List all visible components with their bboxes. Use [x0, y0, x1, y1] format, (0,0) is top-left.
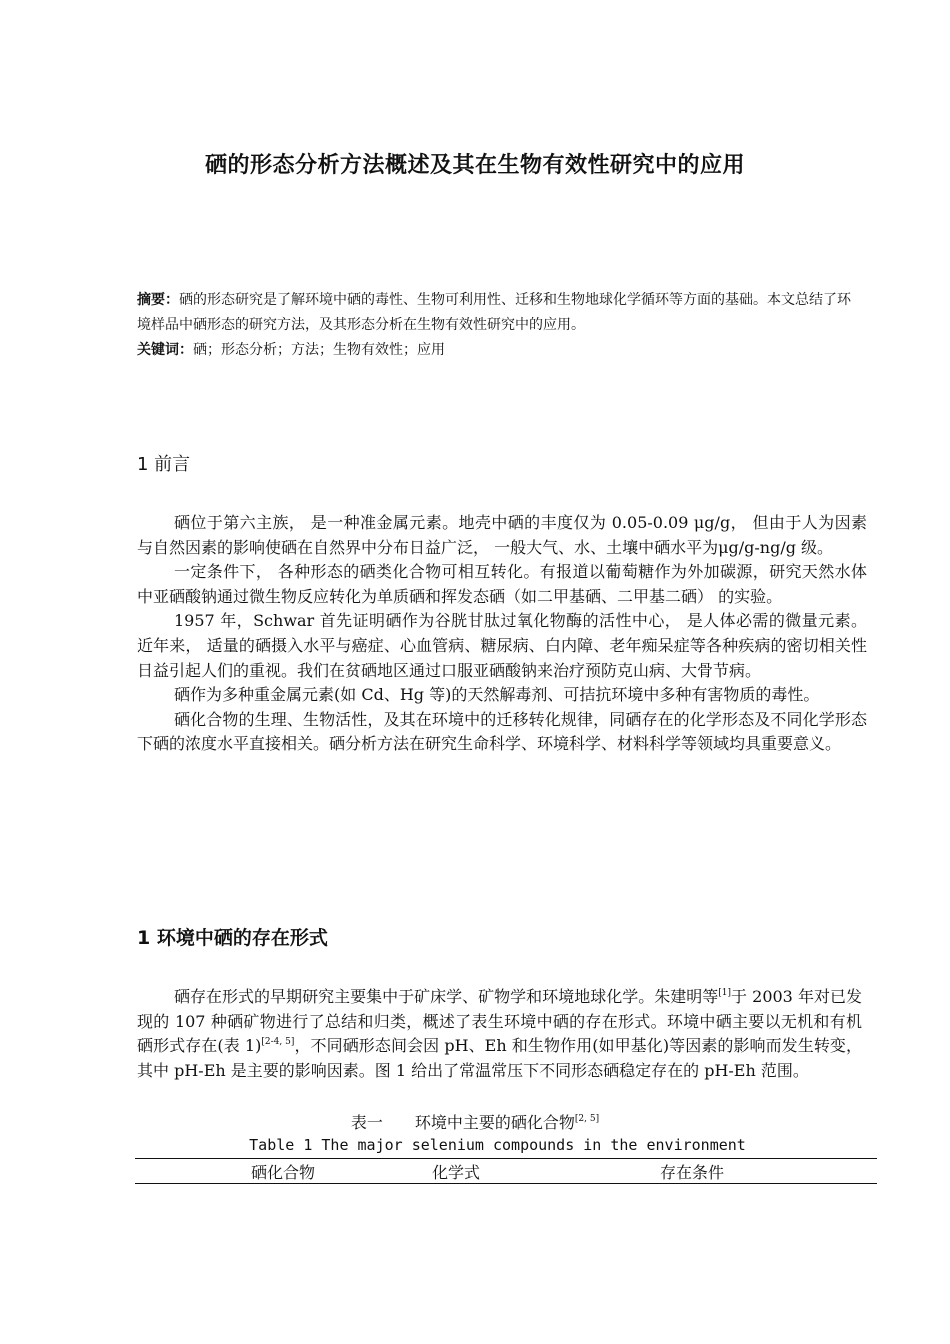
- paragraph-text: 于 2003 年对已发现的 107 种硒矿物进行了总结和归类，概述了表生环境中硒的存在形式。环境中硒主要以无机和有机硒形式存在(表 1): [137, 987, 862, 1056]
- abstract-paragraph: [137, 288, 861, 338]
- table-header-rule: [135, 1183, 877, 1184]
- citation-ref: [2, 5]: [574, 1114, 600, 1124]
- table-caption-text: 表一 环境中主要的硒化合物: [350, 1113, 575, 1132]
- intro-paragraph: 硒作为多种重金属元素(如 Cd、Hg 等)的天然解毒剂、可拮抗环境中多种有害物质的毒性。: [174, 685, 820, 705]
- intro-paragraph: 硒位于第六主族， 是一种准金属元素。地壳中硒的丰度仅为 0.05-0.09 μg/g， 但由于人为因素与自然因素的影响使硒在自然界中分布日益广泛， 一般大气、水、土壤中硒水平为μg/g-ng/g 级。: [137, 513, 867, 557]
- intro-paragraph: 一定条件下， 各种形态的硒类化合物可相互转化。有报道以葡萄糖作为外加碳源，研究天然水体中亚硒酸钠通过微生物反应转化为单质硒和挥发态硒（如二甲基硒、二甲基二硒） 的实验。: [137, 562, 867, 606]
- selenium-forms-body: [137, 985, 862, 1083]
- table-caption-cn: [0, 1110, 950, 1133]
- citation-ref: [2-4, 5]: [261, 1037, 295, 1048]
- section-heading-selenium-forms: 1 环境中硒的存在形式: [137, 927, 328, 949]
- table-top-rule: [135, 1158, 877, 1159]
- keywords-line: [137, 338, 861, 363]
- abstract-block: [137, 288, 861, 363]
- paragraph-text: ，不同硒形态间会因 pH、Eh 和生物作用(如甲基化)等因素的影响而发生转变，其中 pH-Eh 是主要的影响因素。图 1 给出了常温常压下不同形态硒稳定存在的 pH-Eh 范围。: [137, 1036, 862, 1080]
- intro-paragraph: 硒化合物的生理、生物活性，及其在环境中的迁移转化规律，同硒存在的化学形态及不同化学形态下硒的浓度水平直接相关。硒分析方法在研究生命科学、环境科学、材料科学等领域均具重要意义。: [137, 709, 867, 754]
- table-header-cell: 硒化合物: [251, 1163, 316, 1182]
- table-caption-en: Table 1 The major selenium compounds in the environment: [249, 1136, 746, 1154]
- intro-body: [137, 511, 867, 757]
- paragraph-text: 硒存在形式的早期研究主要集中于矿床学、矿物学和环境地球化学。朱建明等: [174, 987, 719, 1006]
- selenium-forms-paragraph: [137, 985, 862, 1083]
- keywords-label: 关键词：: [137, 342, 193, 358]
- abstract-label: 摘要：: [137, 292, 179, 308]
- table-header-cell: 化学式: [432, 1163, 481, 1182]
- abstract-text: 硒的形态研究是了解环境中硒的毒性、生物可利用性、迁移和生物地球化学循环等方面的基础。本文总结了环境样品中硒形态的研究方法，及其形态分析在生物有效性研究中的应用。: [137, 292, 851, 333]
- table-header-cell: 存在条件: [660, 1163, 725, 1182]
- intro-paragraph: 1957 年，Schwar 首先证明硒作为谷胱甘肽过氧化物酶的活性中心， 是人体必需的微量元素。近年来， 适量的硒摄入水平与癌症、心血管病、糖尿病、白内障、老年痴呆症等各种疾病的密切相关性日益引起人们的重视。我们在贫硒地区通过口服亚硒酸钠来治疗预防克山病、大骨节病。: [137, 611, 867, 680]
- keywords-text: 硒；形态分析；方法；生物有效性；应用: [193, 342, 445, 358]
- section-heading-intro: 1 前言: [137, 454, 191, 475]
- paper-title: 硒的形态分析方法概述及其在生物有效性研究中的应用: [204, 153, 745, 178]
- citation-ref: [1]: [718, 988, 732, 998]
